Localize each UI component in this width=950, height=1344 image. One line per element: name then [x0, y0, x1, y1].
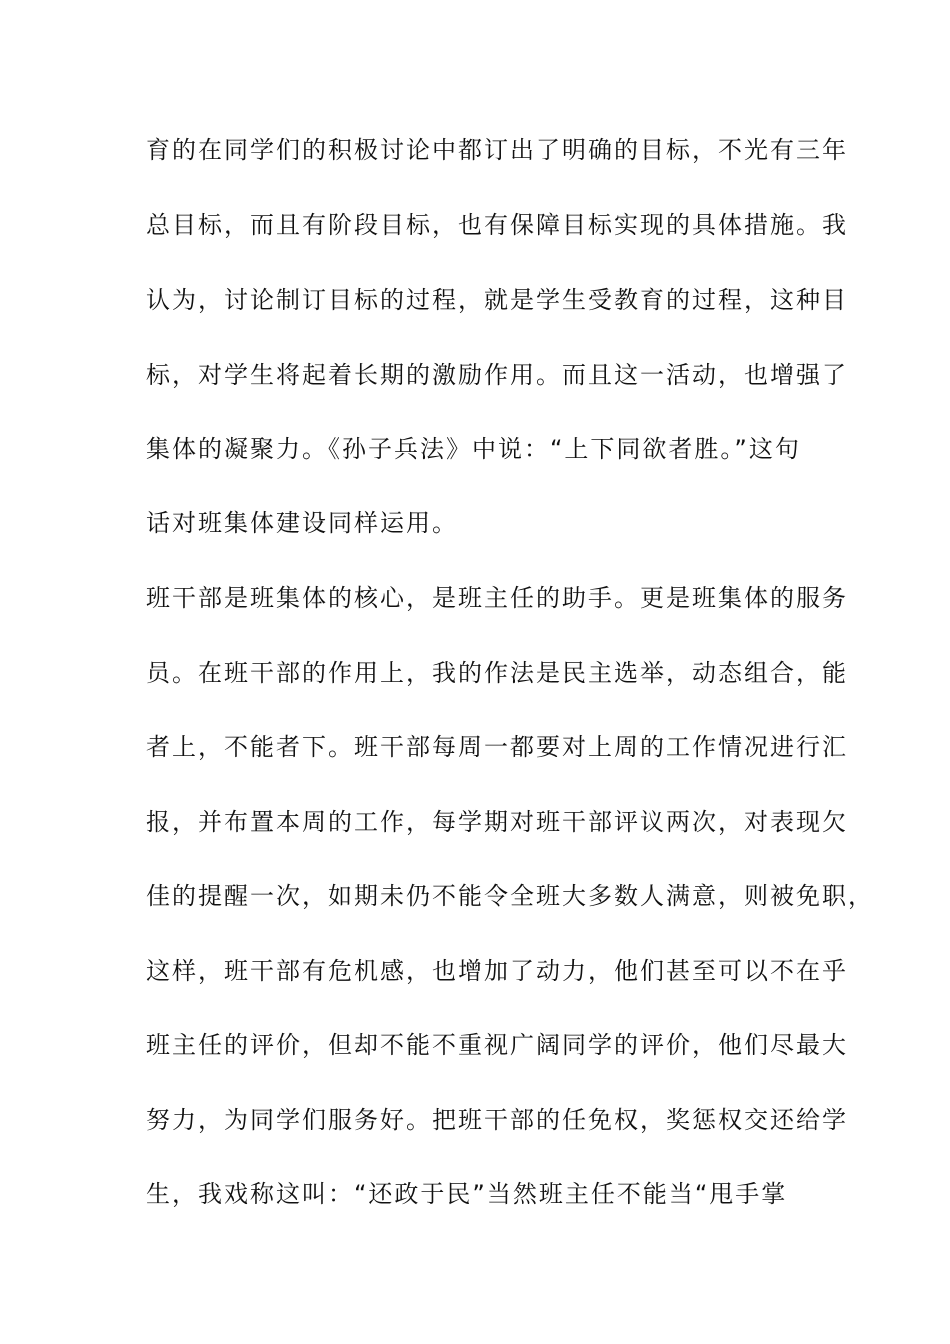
text-line: 育的在同学们的积极讨论中都订出了明确的目标，不光有三年 — [146, 136, 848, 164]
text-line: 生，我戏称这叫：“还政于民”当然班主任不能当“甩手掌 — [146, 1180, 788, 1208]
text-line: 集体的凝聚力。《孙子兵法》中说：“上下同欲者胜。”这句 — [146, 435, 801, 463]
text-line: 报，并布置本周的工作，每学期对班干部评议两次，对表现欠 — [146, 808, 848, 836]
text-line: 者上，不能者下。班干部每周一都要对上周的工作情况进行汇 — [146, 733, 848, 761]
text-line: 总目标，而且有阶段目标，也有保障目标实现的具体措施。我 — [146, 211, 848, 239]
text-line: 员。在班干部的作用上，我的作法是民主选举，动态组合，能 — [146, 659, 848, 687]
text-line: 班干部是班集体的核心，是班主任的助手。更是班集体的服务 — [146, 584, 848, 612]
text-line: 佳的提醒一次，如期未仍不能令全班大多数人满意，则被免职， — [146, 882, 874, 910]
text-line: 努力，为同学们服务好。把班干部的任免权，奖惩权交还给学 — [146, 1106, 848, 1134]
text-line: 话对班集体建设同样运用。 — [146, 509, 458, 537]
text-line: 班主任的评价，但却不能不重视广阔同学的评价，他们尽最大 — [146, 1031, 848, 1059]
text-line: 认为，讨论制订目标的过程，就是学生受教育的过程，这种目 — [146, 286, 848, 314]
text-line: 这样，班干部有危机感，也增加了动力，他们甚至可以不在乎 — [146, 957, 848, 985]
text-line: 标，对学生将起着长期的激励作用。而且这一活动，也增强了 — [146, 361, 848, 389]
